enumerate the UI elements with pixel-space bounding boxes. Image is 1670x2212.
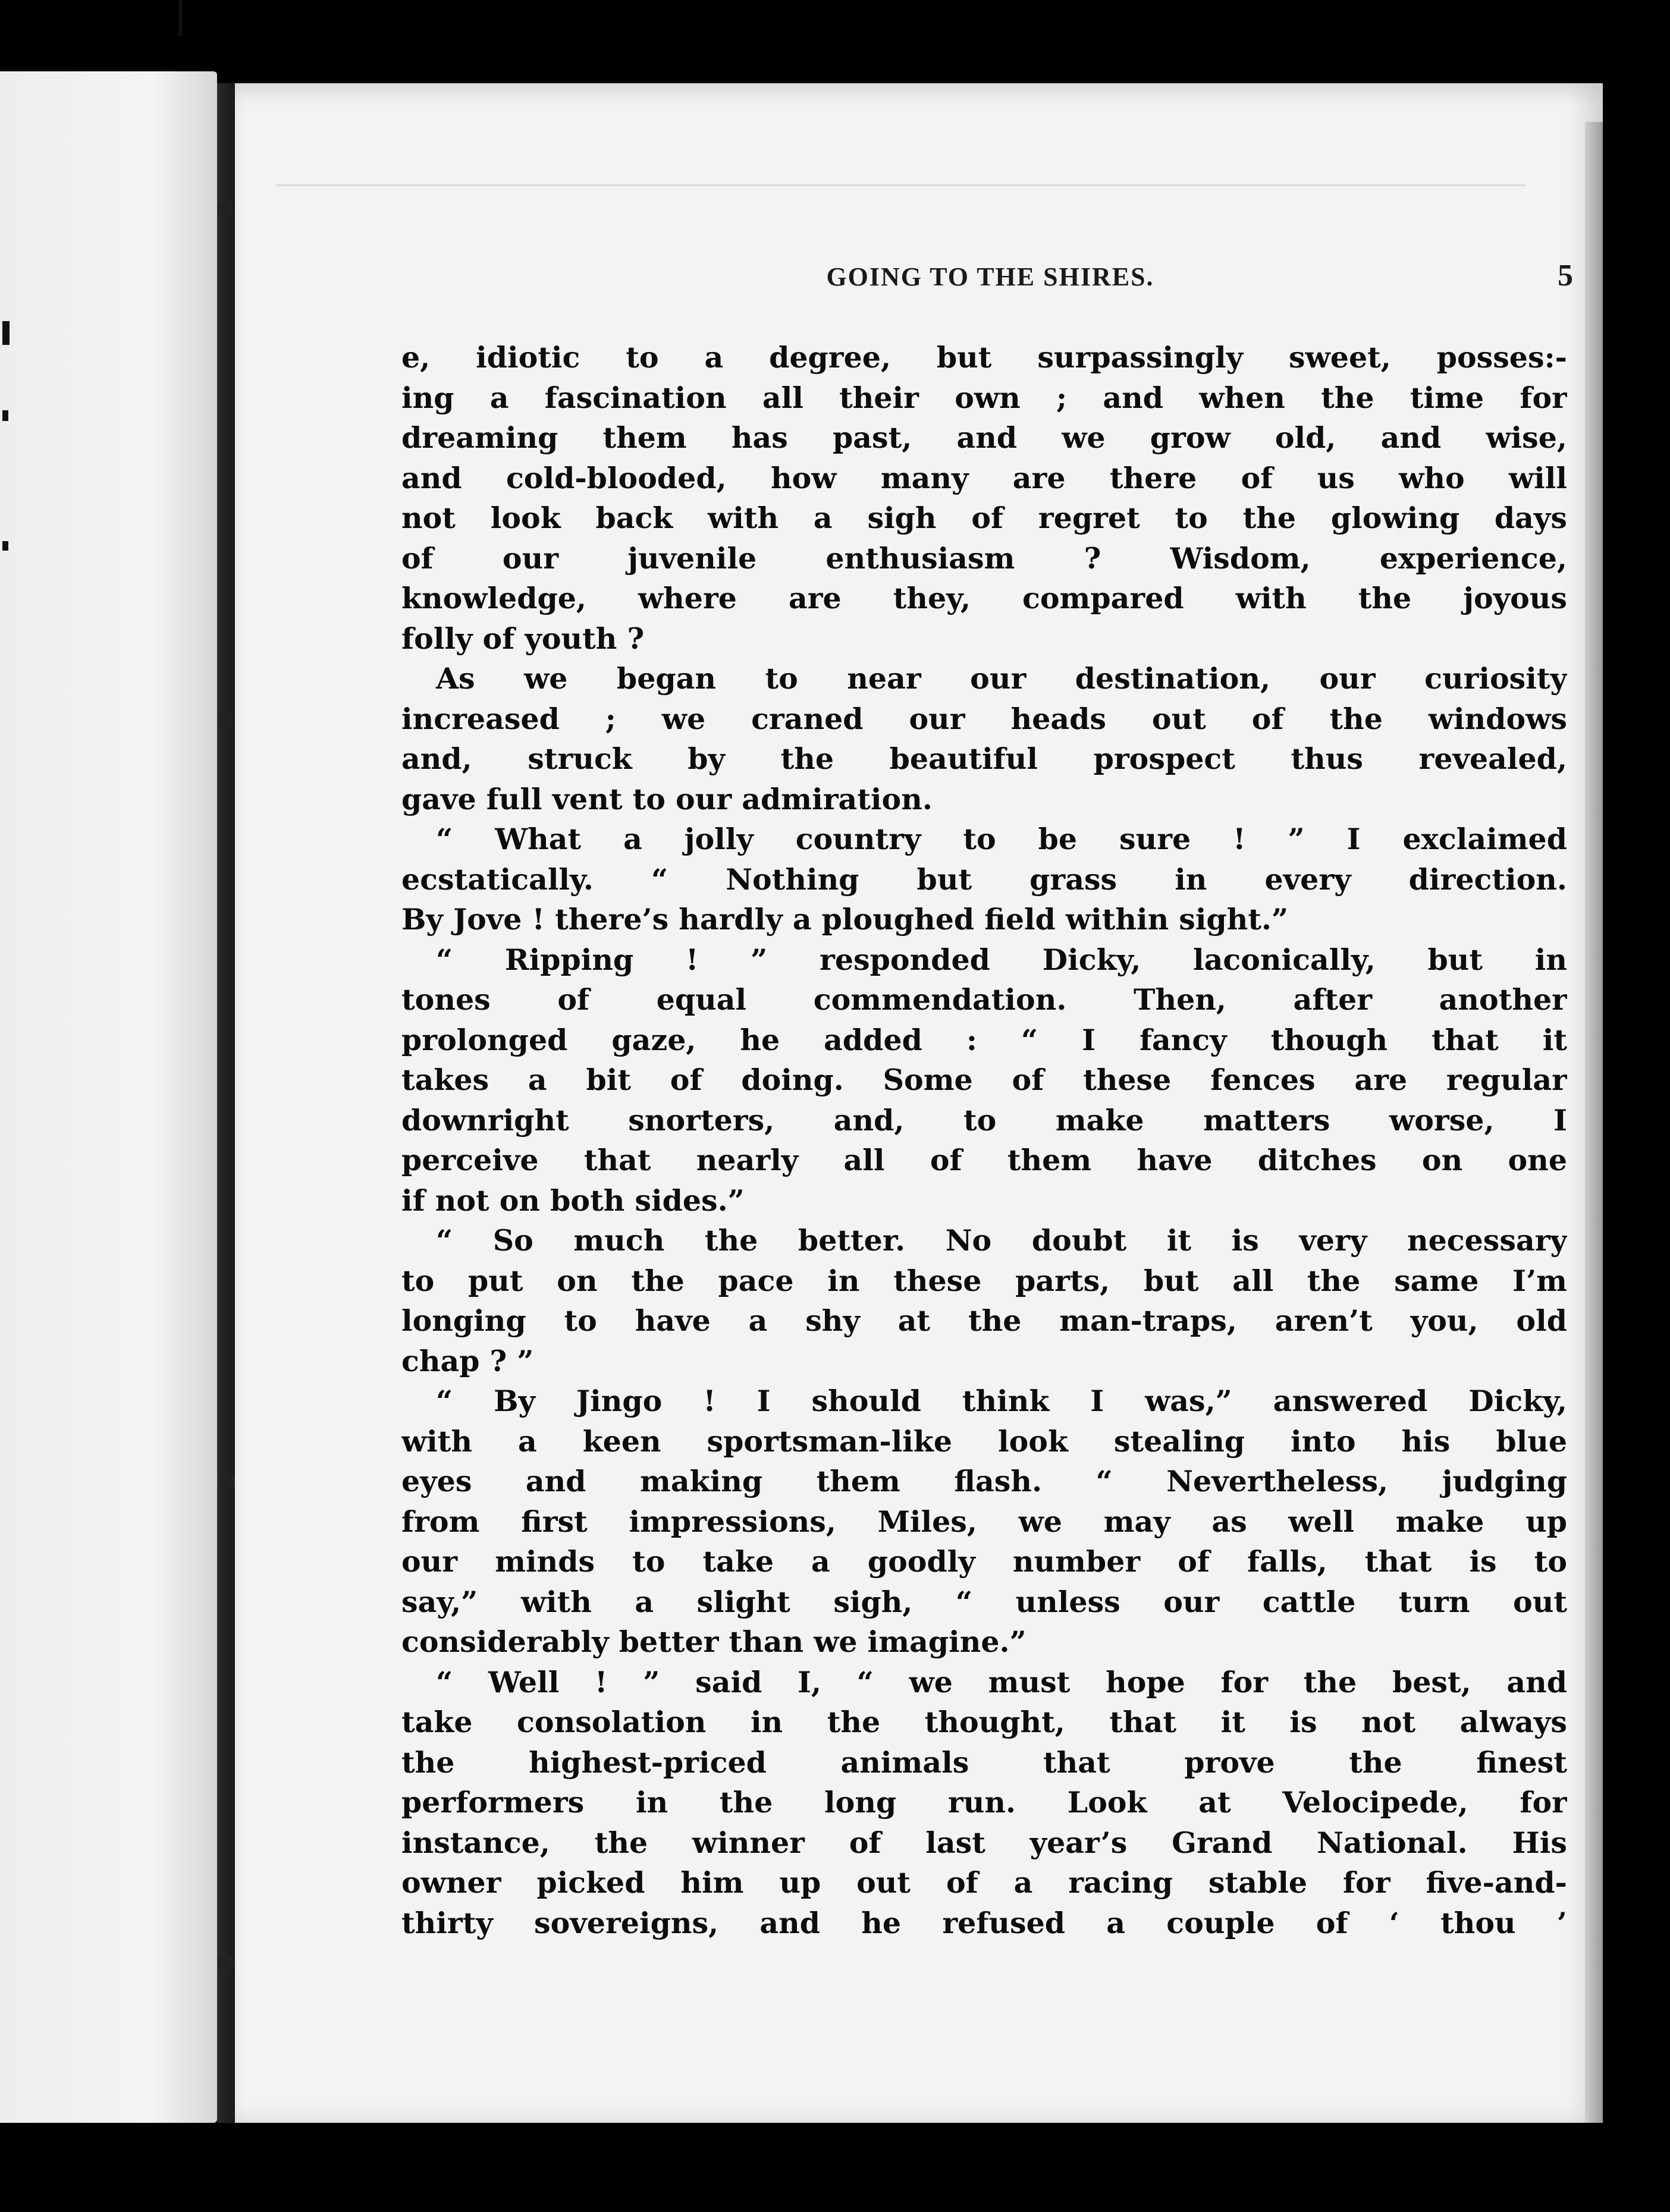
text-line: say,” with a slight sigh, “ unless our cattle turn out bbox=[401, 1584, 1567, 1619]
text-line: performers in the long run. Look at Velocipede, for bbox=[401, 1785, 1567, 1820]
text-line: our minds to take a goodly number of falls, that is to bbox=[401, 1544, 1567, 1579]
text-line: and cold-blooded, how many are there of us who will bbox=[401, 460, 1567, 495]
text-line: the highest-priced animals that prove the finest bbox=[401, 1745, 1567, 1780]
facing-page bbox=[0, 71, 217, 2123]
binding-thread bbox=[218, 714, 234, 727]
text-line: “ Well ! ” said I, “ we must hope for the best, and bbox=[436, 1664, 1567, 1699]
text-line: eyes and making them flash. “ Nevertheless, judging bbox=[401, 1464, 1567, 1498]
text-line: “ What a jolly country to be sure ! ” I exclaimed bbox=[436, 822, 1567, 856]
text-line: tones of equal commendation. Then, after another bbox=[401, 982, 1567, 1017]
text-line: perceive that nearly all of them have ditches on one bbox=[401, 1143, 1567, 1177]
text-line: dreaming them has past, and we grow old, and wise, bbox=[401, 420, 1567, 455]
text-line: As we began to near our destination, our curiosity bbox=[436, 661, 1567, 696]
book-page bbox=[235, 83, 1603, 2123]
text-line: take consolation in the thought, that it is not always bbox=[401, 1705, 1567, 1739]
body-text bbox=[401, 338, 1567, 1943]
text-line: e, idiotic to a degree, but surpassingly sweet, posses:- bbox=[401, 340, 1567, 375]
text-line: knowledge, where are they, compared with the joyous bbox=[401, 581, 1567, 615]
binding-thread bbox=[218, 1956, 234, 1969]
text-line: gave full vent to our admiration. bbox=[401, 781, 933, 816]
text-line: considerably better than we imagine.” bbox=[401, 1625, 1027, 1659]
text-line: with a keen sportsman-like look stealing into his blue bbox=[401, 1424, 1567, 1459]
text-line: ecstatically. “ Nothing but grass in every direction. bbox=[401, 862, 1567, 897]
text-line: “ So much the better. No doubt it is very necessary bbox=[436, 1223, 1567, 1258]
text-line: if not on both sides.” bbox=[401, 1183, 745, 1218]
text-line: thirty sovereigns, and he refused a couple of ‘ thou ’ bbox=[401, 1905, 1567, 1940]
text-line: longing to have a shy at the man-traps, aren’t you, old bbox=[401, 1303, 1567, 1338]
text-line: By Jove ! there’s hardly a ploughed field within sight.” bbox=[401, 902, 1289, 937]
page-number: 5 bbox=[1558, 259, 1573, 293]
text-line: downright snorters, and, to make matters worse, I bbox=[401, 1102, 1567, 1138]
text-line: “ Ripping ! ” responded Dicky, laconically, but in bbox=[436, 942, 1567, 977]
binding-thread bbox=[217, 202, 233, 215]
facing-page-mark bbox=[2, 321, 10, 345]
text-line: “ By Jingo ! I should think I was,” answered Dicky, bbox=[436, 1384, 1567, 1418]
text-line: owner picked him up out of a racing stable for five-and- bbox=[401, 1865, 1567, 1900]
text-line: increased ; we craned our heads out of the windows bbox=[401, 701, 1567, 736]
facing-page-mark bbox=[2, 410, 8, 421]
text-line: from first impressions, Miles, we may as well make up bbox=[401, 1504, 1567, 1539]
page-header bbox=[407, 259, 1573, 315]
page-stack-edge bbox=[1585, 122, 1603, 2123]
text-line: prolonged gaze, he added : “ I fancy though that it bbox=[401, 1022, 1567, 1057]
running-head: GOING TO THE SHIRES. bbox=[826, 262, 1154, 291]
text-line: chap ? ” bbox=[401, 1343, 534, 1378]
page-top-edge bbox=[277, 184, 1525, 186]
text-line: of our juvenile enthusiasm ? Wisdom, experience, bbox=[401, 541, 1567, 576]
text-line: ing a fascination all their own ; and when the time for bbox=[401, 380, 1567, 415]
text-line: folly of youth ? bbox=[401, 621, 645, 656]
text-line: to put on the pace in these parts, but all the same I’m bbox=[401, 1263, 1567, 1298]
text-line: and, struck by the beautiful prospect thus revealed, bbox=[401, 741, 1567, 776]
text-line: takes a bit of doing. Some of these fences are regular bbox=[401, 1063, 1567, 1097]
facing-page-mark bbox=[178, 0, 182, 36]
facing-page-mark bbox=[2, 541, 8, 551]
text-line: not look back with a sigh of regret to the glowing days bbox=[401, 501, 1567, 535]
text-line: instance, the winner of last year’s Grand National. His bbox=[401, 1825, 1567, 1860]
